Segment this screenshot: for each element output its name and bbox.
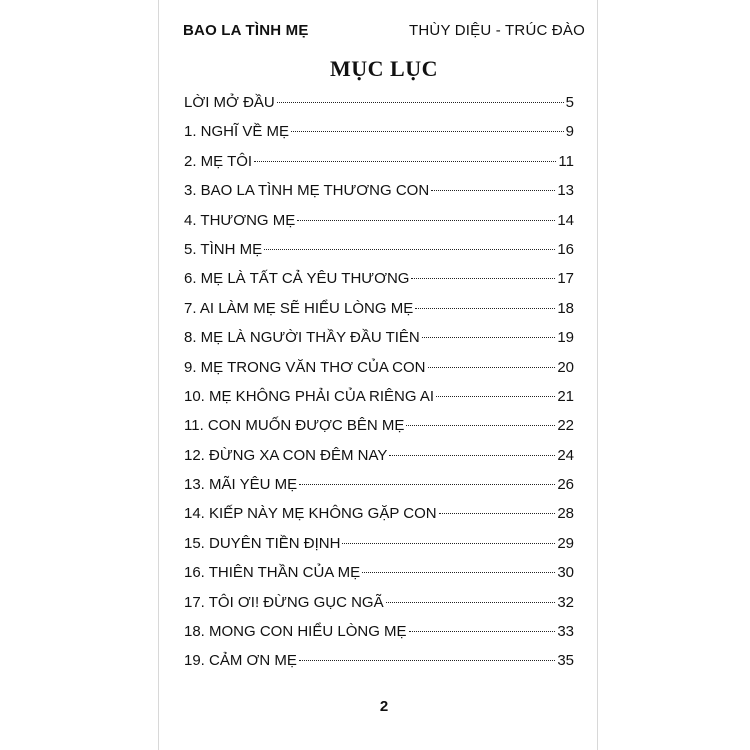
toc-entry-page: 17 [557, 270, 574, 288]
dot-leader [422, 337, 556, 338]
toc-entry-page: 21 [557, 387, 574, 405]
toc-entry-label: 6. MẸ LÀ TẤT CẢ YÊU THƯƠNG [184, 270, 410, 288]
toc-entry-page: 32 [557, 593, 574, 611]
toc-entry [184, 206, 574, 235]
toc-entry [184, 88, 574, 117]
toc-entry-label: 2. MẸ TÔI [184, 152, 253, 170]
toc-entry [184, 353, 574, 382]
toc-entry [184, 441, 574, 470]
dot-leader [439, 513, 556, 514]
toc-entry [184, 617, 574, 646]
toc-entry-page: 19 [557, 329, 574, 347]
dot-leader [362, 572, 555, 573]
table-of-contents [184, 88, 574, 676]
dot-leader [428, 367, 556, 368]
toc-entry-page: 24 [557, 446, 574, 464]
dot-leader [431, 190, 555, 191]
toc-entry-label: 8. MẸ LÀ NGƯỜI THẦY ĐẦU TIÊN [184, 329, 420, 347]
dot-leader [277, 102, 564, 103]
toc-entry-label: 17. TÔI ƠI! ĐỪNG GỤC NGÃ [184, 593, 384, 611]
dot-leader [299, 660, 555, 661]
dot-leader [264, 249, 555, 250]
dot-leader [297, 220, 555, 221]
toc-entry [184, 588, 574, 617]
toc-entry-label: 9. MẸ TRONG VĂN THƠ CỦA CON [184, 358, 426, 376]
dot-leader [299, 484, 555, 485]
dot-leader [291, 131, 564, 132]
toc-entry-page: 5 [565, 94, 574, 111]
toc-entry [184, 382, 574, 411]
toc-entry [184, 558, 574, 587]
toc-entry-label: 7. AI LÀM MẸ SẼ HIỂU LÒNG MẸ [184, 299, 414, 317]
page-number: 2 [379, 698, 389, 715]
toc-entry-page: 26 [557, 476, 574, 494]
toc-entry-label: 13. MÃI YÊU MẸ [184, 476, 298, 494]
running-header [183, 22, 585, 39]
toc-entry-label: 5. TÌNH MẸ [184, 240, 263, 258]
dot-leader [254, 161, 556, 162]
toc-entry [184, 646, 574, 675]
toc-entry-page: 29 [557, 534, 574, 552]
toc-entry [184, 470, 574, 499]
toc-entry-label: 11. CON MUỐN ĐƯỢC BÊN MẸ [184, 417, 405, 435]
toc-entry-page: 20 [557, 358, 574, 376]
dot-leader [436, 396, 555, 397]
toc-entry-label: 16. THIÊN THẦN CỦA MẸ [184, 564, 361, 582]
toc-entry [184, 323, 574, 352]
toc-entry-page: 13 [557, 182, 574, 200]
toc-entry-page: 16 [557, 240, 574, 258]
toc-entry [184, 235, 574, 264]
toc-entry [184, 176, 574, 205]
dot-leader [406, 425, 555, 426]
dot-leader [342, 543, 555, 544]
toc-entry-label: 19. CẢM ƠN MẸ [184, 652, 297, 670]
toc-entry-label: 1. NGHĨ VỀ MẸ [184, 123, 290, 141]
toc-heading: MỤC LỤC [330, 56, 438, 81]
toc-entry-page: 35 [557, 652, 574, 670]
toc-entry-label: 12. ĐỪNG XA CON ĐÊM NAY [184, 446, 388, 464]
authors-header: THÙY DIỆU - TRÚC ĐÀO [409, 22, 585, 39]
toc-entry-label: LỜI MỞ ĐẦU [184, 94, 275, 111]
toc-entry-page: 22 [557, 417, 574, 435]
toc-entry-label: 18. MONG CON HIỂU LÒNG MẸ [184, 623, 407, 641]
dot-leader [389, 455, 555, 456]
toc-entry-label: 14. KIẾP NÀY MẸ KHÔNG GẶP CON [184, 505, 437, 523]
toc-entry-label: 4. THƯƠNG MẸ [184, 211, 296, 229]
dot-leader [386, 602, 556, 603]
toc-entry-page: 18 [557, 299, 574, 317]
toc-entry [184, 147, 574, 176]
toc-entry-label: 10. MẸ KHÔNG PHẢI CỦA RIÊNG AI [184, 387, 435, 405]
toc-entry-page: 30 [557, 564, 574, 582]
dot-leader [411, 278, 555, 279]
book-title-header: BAO LA TÌNH MẸ [183, 22, 309, 39]
toc-entry-page: 33 [557, 623, 574, 641]
toc-entry-page: 28 [557, 505, 574, 523]
toc-entry [184, 294, 574, 323]
toc-entry-page: 14 [557, 211, 574, 229]
dot-leader [409, 631, 556, 632]
toc-entry-label: 15. DUYÊN TIỀN ĐỊNH [184, 534, 341, 552]
toc-entry [184, 529, 574, 558]
toc-entry-page: 11 [558, 152, 574, 170]
toc-entry-label: 3. BAO LA TÌNH MẸ THƯƠNG CON [184, 182, 430, 200]
toc-entry [184, 264, 574, 293]
toc-entry-page: 9 [565, 123, 574, 141]
toc-entry [184, 499, 574, 528]
toc-entry [184, 117, 574, 146]
dot-leader [415, 308, 555, 309]
toc-entry [184, 411, 574, 440]
